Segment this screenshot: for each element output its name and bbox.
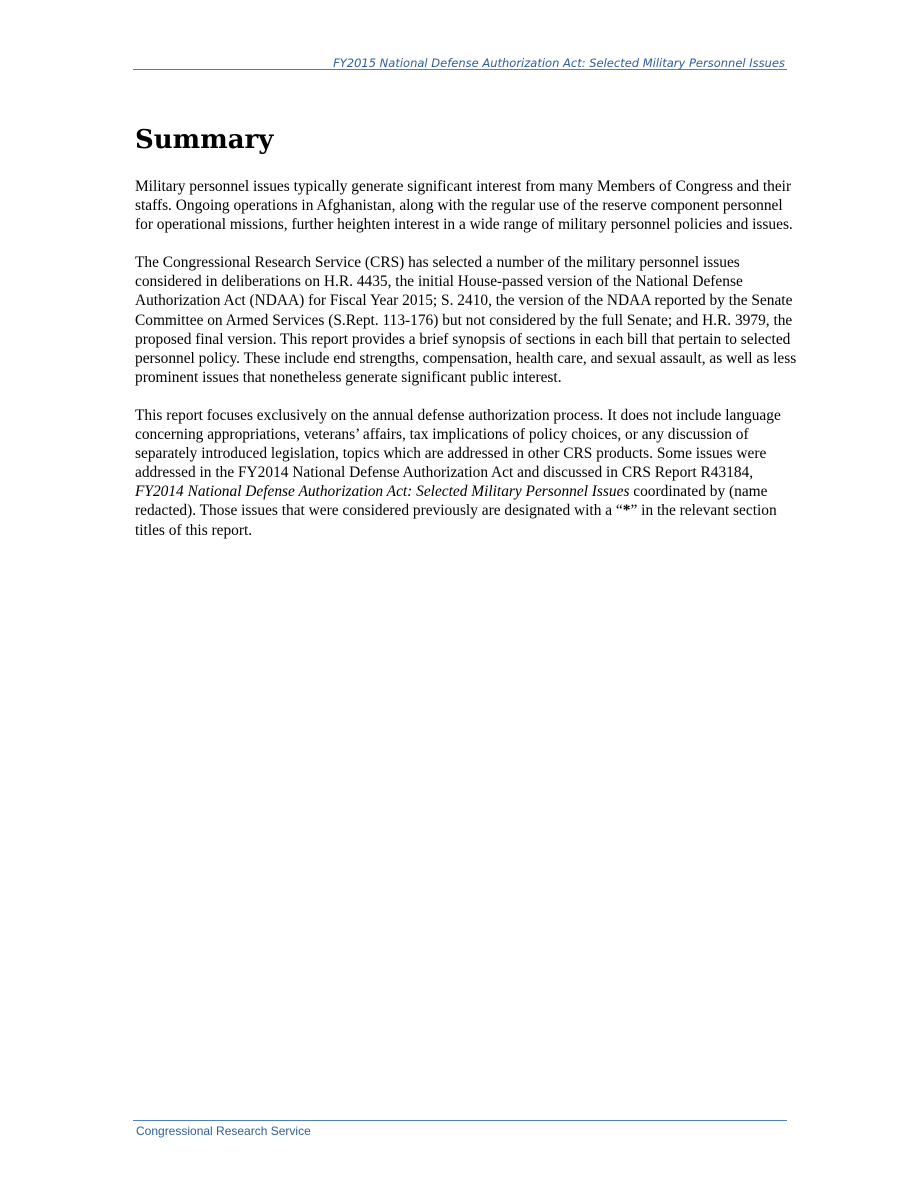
paragraph-1: Military personnel issues typically generate significant interest from many Members of Congress and their staffs. Ongoing operations in Afghanistan, along with the regular use of the reserve component personnel for operational missions, further heighten interest in a wide range of military personnel policies and issues.: [135, 178, 793, 234]
running-header-title: FY2015 National Defense Authorization Act: Selected Military Personnel Issues: [333, 56, 785, 70]
footer-organization: Congressional Research Service: [136, 1124, 311, 1138]
section-heading: Summary: [135, 125, 274, 155]
page-header: [133, 54, 787, 70]
page-footer: [133, 1120, 787, 1139]
summary-body: [135, 177, 799, 559]
asterisk-marker: *: [622, 502, 631, 520]
paragraph-2: The Congressional Research Service (CRS) has selected a number of the military personnel issues considered in deliberations on H.R. 4435, the initial House-passed version of the National Defense Authorization Act (NDAA) for Fiscal Year 2015; S. 2410, the version of the NDAA reported by the Senate Committee on Armed Services (S.Rept. 113-176) but not considered by the full Senate; and H.R. 3979, the proposed final version. This report provides a brief synopsis of sections in each bill that pertain to selected personnel policy. These include end strengths, compensation, health care, and sexual assault, as well as less prominent issues that nonetheless generate significant public interest.: [135, 254, 797, 386]
paragraph-3-text-a: This report focuses exclusively on the annual defense authorization process. It does not include language concerning appropriations, veterans’ affairs, tax implications of policy choices, or any discussion of separately introduced legislation, topics which are addressed in other CRS products. Some issues were addressed in the FY2014 National Defense Authorization Act and discussed in CRS Report R43184,: [135, 406, 781, 482]
paragraph-3-text-b: coordinated by (name redacted). Those issues that were considered previously are designated with a “: [135, 483, 768, 520]
paragraph-3: [135, 406, 799, 540]
report-title-reference: FY2014 National Defense Authorization Act: Selected Military Personnel Issues: [135, 483, 630, 501]
paragraph-3-text-c: ” in the relevant section titles of this report.: [135, 502, 777, 539]
